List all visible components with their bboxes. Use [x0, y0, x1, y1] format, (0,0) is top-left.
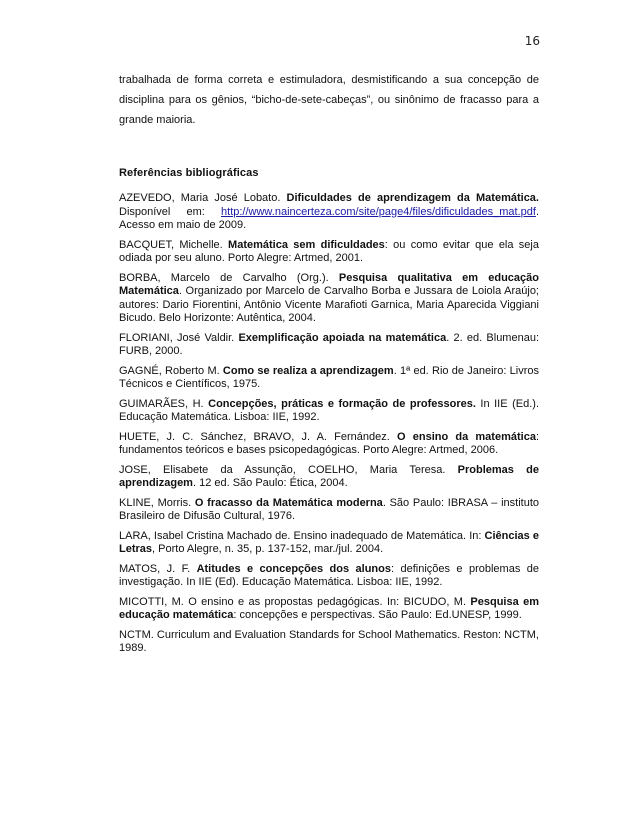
reference-author: KLINE, Morris.: [119, 496, 195, 509]
reference-entry: [119, 497, 539, 524]
reference-entry: [119, 464, 539, 491]
reference-entry: [119, 365, 539, 392]
reference-title: Dificuldades de aprendizagem da Matemática.: [286, 192, 539, 204]
reference-entry: [119, 332, 539, 359]
reference-entry: [119, 629, 539, 656]
reference-title: Problemas de aprendizagem: [119, 463, 540, 489]
reference-entry: [119, 272, 539, 326]
reference-title: Atitudes e concepções dos alunos: [196, 562, 391, 575]
reference-details: . São Paulo: IBRASA – instituto Brasileiro de Difusão Cultural, 1976.: [119, 496, 539, 522]
reference-title: Como se realiza a aprendizagem: [222, 364, 394, 377]
reference-details: : definições e problemas de investigação. In IIE (Ed). Educação Matemática. Lisboa: IIE, 1992.: [119, 562, 539, 588]
page-content: [119, 70, 539, 662]
reference-details: . 1ª ed. Rio de Janeiro: Livros Técnicos e Científicos, 1975.: [119, 364, 539, 390]
reference-details: . Organizado por Marcelo de Carvalho Borba e Jussara de Loiola Araújo; autores: Dario Fiorentini, Antônio Vicente Marafioti Garnica, Maria Aparecida Viggiani Bicudo. Belo Horizonte: Autêntica, 2004.: [119, 285, 539, 324]
reference-entry: [119, 431, 539, 458]
reference-author: GAGNÉ, Roberto M.: [119, 364, 223, 377]
reference-details: : ou como evitar que ela seja odiada por seu aluno. Porto Alegre: Artmed, 2001.: [119, 238, 539, 264]
reference-details: : concepções e perspectivas. São Paulo: Ed.UNESP, 1999.: [233, 609, 522, 621]
reference-author: BACQUET, Michelle.: [119, 238, 229, 251]
reference-details: . 2. ed. Blumenau: FURB, 2000.: [119, 331, 540, 357]
reference-title: Matemática sem dificuldades: [228, 238, 385, 251]
reference-title: Pesquisa em educação matemática: [119, 595, 539, 621]
reference-author: AZEVEDO, Maria José Lobato.: [119, 192, 287, 204]
reference-details: : fundamentos teóricos e bases psicopedagógicas. Porto Alegre: Artmed, 2006.: [119, 430, 539, 456]
references-heading: Referências bibliográficas: [119, 167, 259, 179]
reference-details: Disponível em:: [119, 205, 222, 218]
reference-entry: [119, 239, 539, 266]
references-list: [119, 192, 539, 656]
page-number: 16: [524, 34, 540, 48]
reference-details: In IIE (Ed.). Educação Matemática. Lisboa: IIE, 1992.: [119, 397, 539, 423]
reference-title: O fracasso da Matemática moderna: [194, 496, 383, 509]
reference-author: FLORIANI, José Valdir.: [119, 331, 239, 344]
reference-entry: [119, 530, 539, 557]
reference-title: Pesquisa qualitativa em educação Matemática: [119, 271, 539, 297]
intro-paragraph: trabalhada de forma correta e estimuladora, desmistificando a sua concepção de disciplina para os gênios, “bicho-de-sete-cabeças”, ou sinônimo de fracasso para a grande maioria.: [119, 74, 539, 126]
reference-title: Ciências e Letras: [119, 529, 539, 555]
reference-author: MICOTTI, M. O ensino e as propostas pedagógicas. In: BICUDO, M.: [119, 595, 471, 608]
reference-title: Exemplificação apoiada na matemática: [238, 331, 447, 344]
reference-entry: [119, 596, 539, 623]
reference-author: BORBA, Marcelo de Carvalho (Org.).: [119, 271, 339, 284]
reference-details: , Porto Alegre, n. 35, p. 137-152, mar./jul. 2004.: [152, 543, 384, 555]
reference-author: NCTM. Curriculum and Evaluation Standards for School Mathematics. Reston: NCTM, 1989.: [119, 628, 539, 654]
reference-link[interactable]: http://www.naincerteza.com/site/page4/files/dificuldades_mat.pdf: [221, 205, 536, 218]
reference-details: . 12 ed. São Paulo: Ética, 2004.: [192, 477, 348, 489]
reference-author: GUIMARÃES, H.: [119, 397, 209, 410]
reference-entry: [119, 398, 539, 425]
reference-access-note: . Acesso em maio de 2009.: [119, 205, 539, 231]
reference-title: O ensino da matemática: [397, 430, 536, 443]
reference-author: LARA, Isabel Cristina Machado de. Ensino inadequado de Matemática. In:: [119, 529, 485, 542]
reference-author: MATOS, J. F.: [119, 562, 197, 575]
reference-entry: [119, 192, 539, 233]
reference-author: HUETE, J. C. Sánchez, BRAVO, J. A. Fernández.: [119, 430, 397, 443]
reference-author: JOSE, Elisabete da Assunção, COELHO, Maria Teresa.: [119, 463, 458, 476]
reference-title: Concepções, práticas e formação de professores.: [208, 397, 476, 410]
reference-entry: [119, 563, 539, 590]
